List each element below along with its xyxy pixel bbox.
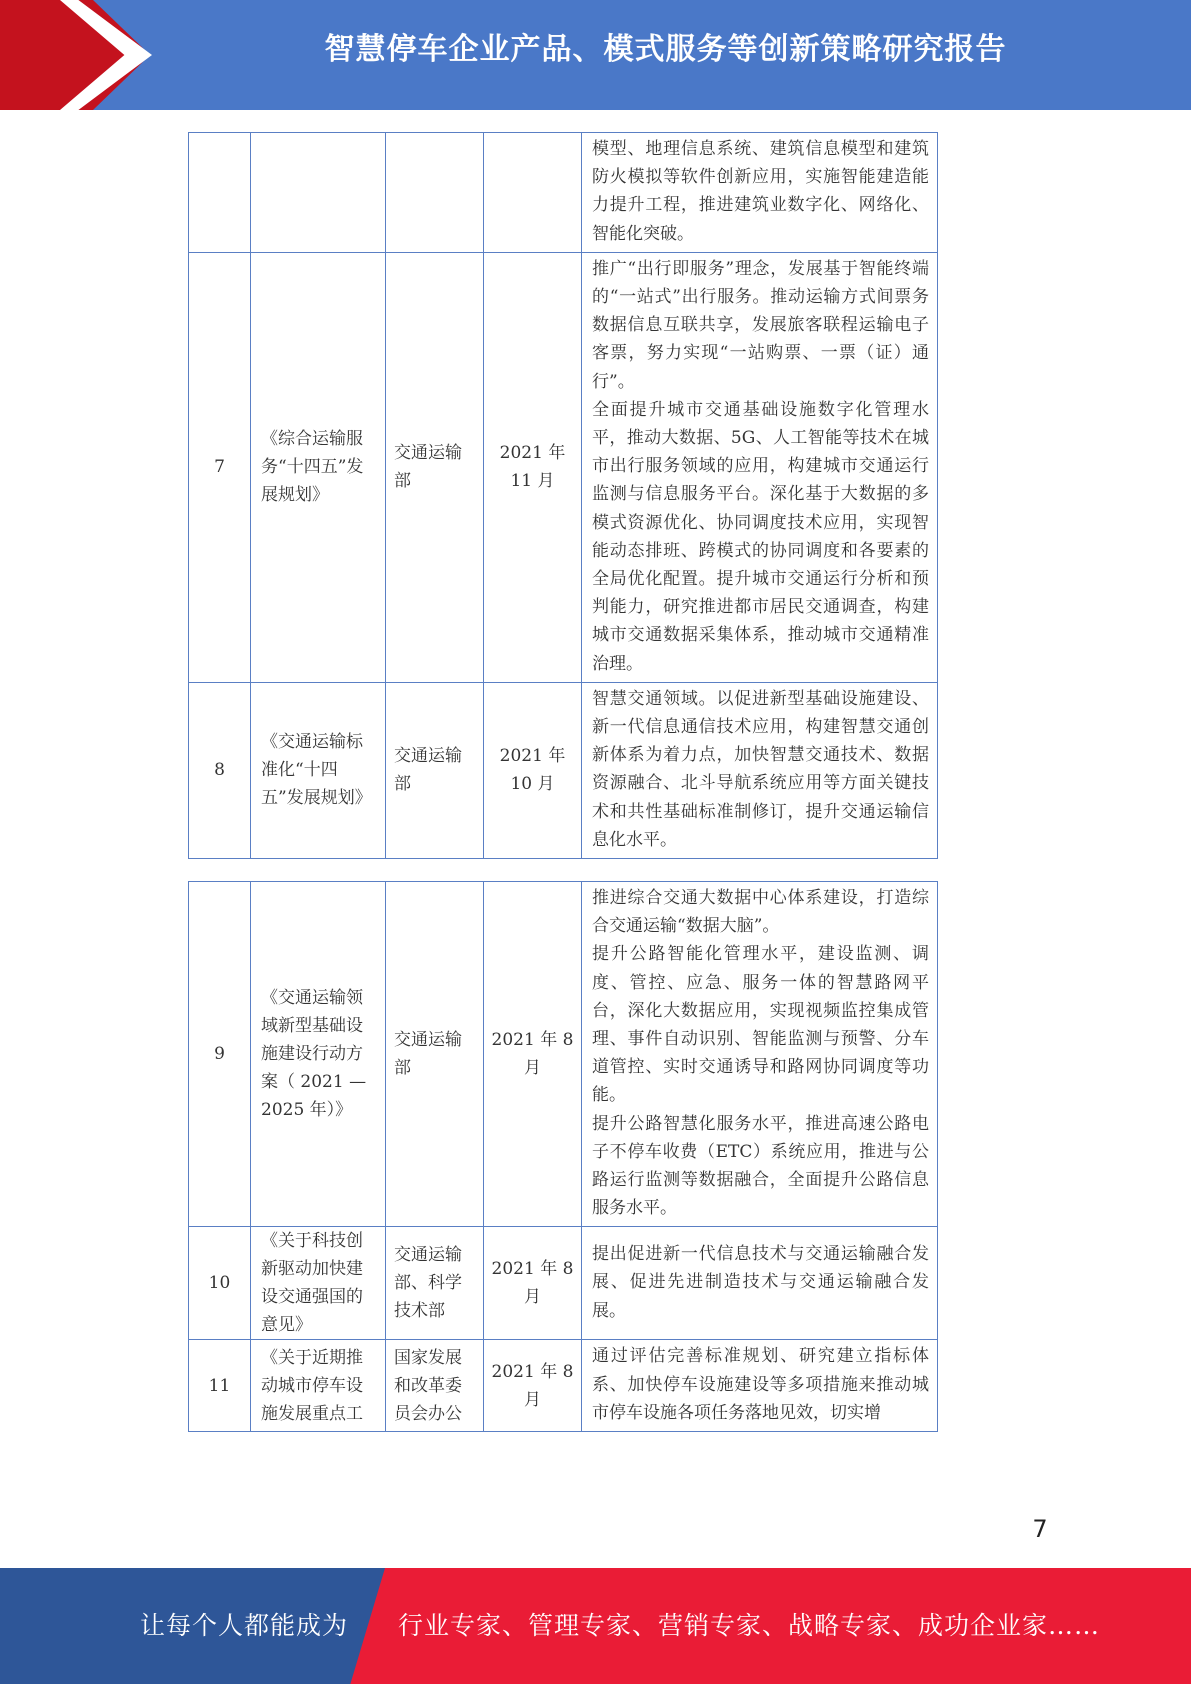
issue-date: 2021 年 10 月: [484, 682, 582, 858]
content-paragraph: 全面提升城市交通基础设施数字化管理水平，推动大数据、5G、人工智能等技术在城市出行服务领域的应用，构建城市交通运行监测与信息服务平台。深化基于大数据的多模式资源优化、协同调度技术应用，实现智能动态排班、跨模式的协同调度和各要素的全局优化配置。提升城市交通运行分析和预判能力，研究推进都市居民交通调查，构建城市交通数据采集体系，推动城市交通精准治理。: [592, 399, 929, 674]
page-header: [0, 0, 1191, 110]
content-paragraph: 推进综合交通大数据中心体系建设，打造综合交通运输“数据大脑”。: [592, 888, 929, 937]
content-paragraph: 提升公路智慧化服务水平，推进高速公路电子不停车收费（ETC）系统应用，推进与公路运行监测等数据融合，全面提升公路信息服务水平。: [592, 1113, 929, 1219]
policy-table-continued: [188, 132, 938, 859]
table-row: [189, 252, 938, 682]
content-paragraph: 推广“出行即服务”理念，发展基于智能终端的“一站式”出行服务。推动运输方式间票务数据信息互联共享，发展旅客联程运输电子客票，努力实现“一站购票、一票（证）通行”。: [592, 258, 929, 392]
policy-name: 《交通运输领域新型基础设施建设行动方案（ 2021 — 2025 年）》: [251, 882, 386, 1227]
row-number: 9: [189, 882, 251, 1227]
policy-content: [582, 682, 938, 858]
footer-slogan-right: 行业专家、管理专家、营销专家、战略专家、成功企业家……: [398, 1611, 1101, 1640]
row-number: [189, 133, 251, 253]
row-number: 10: [189, 1227, 251, 1340]
row-number: 7: [189, 252, 251, 682]
content-paragraph: 通过评估完善标准规划、研究建立指标体系、加快停车设施建设等多项措施来推动城市停车设施各项任务落地见效，切实增: [592, 1346, 929, 1423]
policy-name: 《关于近期推动城市停车设施发展重点工: [251, 1340, 386, 1432]
table-row: [189, 882, 938, 1227]
policy-table: [188, 881, 938, 1432]
issue-date: 2021 年 8 月: [484, 1340, 582, 1432]
issuing-department: 交通运输部、科学技术部: [386, 1227, 484, 1340]
page-footer: [0, 1568, 1191, 1684]
issue-date: 2021 年 11 月: [484, 252, 582, 682]
table-row: [189, 682, 938, 858]
row-number: 11: [189, 1340, 251, 1432]
policy-content: [582, 1340, 938, 1432]
issuing-department: 国家发展和改革委员会办公: [386, 1340, 484, 1432]
footer-slogan-left: 让每个人都能成为: [140, 1611, 349, 1640]
page-number: 7: [1032, 1515, 1048, 1543]
policy-content: [582, 252, 938, 682]
issuing-department: 交通运输部: [386, 682, 484, 858]
policy-name: 《关于科技创新驱动加快建设交通强国的意见》: [251, 1227, 386, 1340]
table-row: [189, 133, 938, 253]
policy-name: 《综合运输服务“十四五”发展规划》: [251, 252, 386, 682]
policy-content: [582, 1227, 938, 1340]
policy-content: [582, 882, 938, 1227]
report-title: 智慧停车企业产品、模式服务等创新策略研究报告: [324, 32, 1007, 67]
content-paragraph: 智慧交通领域。以促进新型基础设施建设、新一代信息通信技术应用，构建智慧交通创新体系为着力点，加快智慧交通技术、数据资源融合、北斗导航系统应用等方面关键技术和共性基础标准制修订，提升交通运输信息化水平。: [592, 688, 929, 850]
issuing-department: 交通运输部: [386, 882, 484, 1227]
issue-date: 2021 年 8 月: [484, 1227, 582, 1340]
issue-date: 2021 年 8 月: [484, 882, 582, 1227]
row-number: 8: [189, 682, 251, 858]
policy-name: 《交通运输标准化“十四五”发展规划》: [251, 682, 386, 858]
policy-content: [582, 133, 938, 253]
issuing-department: 交通运输部: [386, 252, 484, 682]
policy-name: [251, 133, 386, 253]
issue-date: [484, 133, 582, 253]
content-paragraph: 提升公路智能化管理水平，建设监测、调度、管控、应急、服务一体的智慧路网平台，深化大数据应用，实现视频监控集成管理、事件自动识别、智能监测与预警、分车道管控、实时交通诱导和路网协同调度等功能。: [592, 944, 929, 1106]
content-paragraph: 模型、地理信息系统、建筑信息模型和建筑防火模拟等软件创新应用，实施智能建造能力提升工程，推进建筑业数字化、网络化、智能化突破。: [592, 139, 929, 244]
issuing-department: [386, 133, 484, 253]
table-row: [189, 1227, 938, 1340]
table-row: [189, 1340, 938, 1432]
content-paragraph: 提出促进新一代信息技术与交通运输融合发展、促进先进制造技术与交通运输融合发展。: [592, 1244, 929, 1321]
